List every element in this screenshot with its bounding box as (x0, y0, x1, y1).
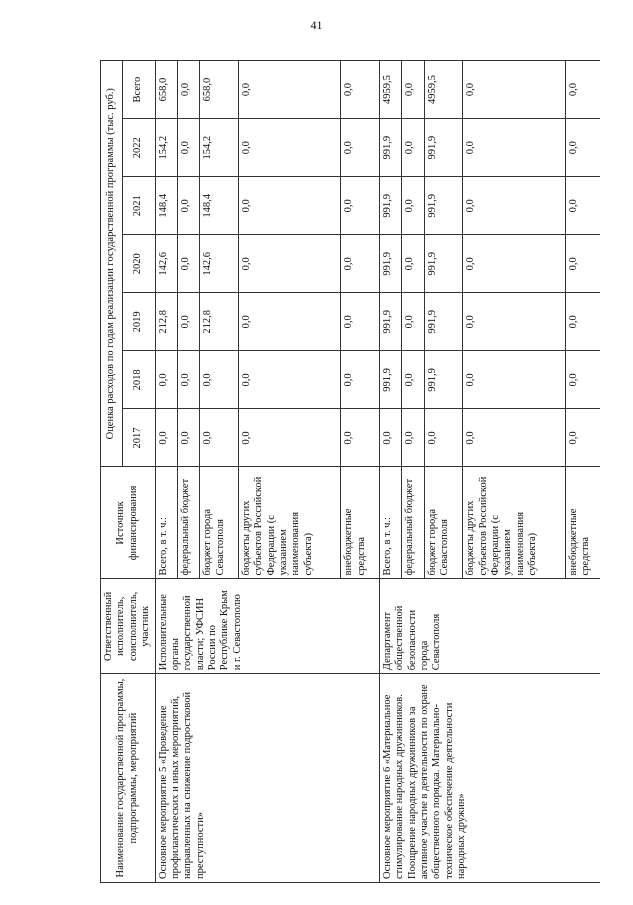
value-cell: 142,6 (155, 235, 177, 293)
value-cell: 991,9 (424, 351, 462, 409)
value-cell: 0,0 (177, 119, 199, 177)
value-cell: 0,0 (565, 293, 600, 351)
value-cell: 212,8 (200, 293, 238, 351)
value-cell: 0,0 (341, 409, 379, 467)
value-cell: 991,9 (424, 293, 462, 351)
total-cell: 0,0 (177, 61, 199, 119)
measure-name: Основное мероприятие 5 «Проведение профилактических и иных мероприятий, направленных на снижение подростковой преступности» (155, 674, 379, 883)
header-year: 2017 (122, 409, 155, 467)
value-cell: 0,0 (177, 351, 199, 409)
header-total: Всего (122, 61, 155, 119)
header-year: 2019 (122, 293, 155, 351)
header-year: 2022 (122, 119, 155, 177)
value-cell: 0,0 (402, 235, 424, 293)
value-cell: 0,0 (238, 351, 340, 409)
value-cell: 0,0 (379, 409, 401, 467)
value-cell: 0,0 (200, 351, 238, 409)
header-source: Источник финансирования (101, 467, 156, 579)
value-cell: 0,0 (565, 409, 600, 467)
value-cell: 0,0 (177, 177, 199, 235)
total-cell: 0,0 (341, 61, 379, 119)
value-cell: 148,4 (155, 177, 177, 235)
value-cell: 0,0 (238, 119, 340, 177)
header-year: 2020 (122, 235, 155, 293)
value-cell: 0,0 (238, 409, 340, 467)
value-cell: 154,2 (155, 119, 177, 177)
table-row (155, 61, 177, 883)
value-cell: 0,0 (238, 293, 340, 351)
value-cell: 0,0 (565, 235, 600, 293)
value-cell: 0,0 (238, 235, 340, 293)
table-row (379, 61, 401, 883)
value-cell: 0,0 (463, 235, 565, 293)
funding-source: внебюджетные средства (341, 467, 379, 579)
value-cell: 0,0 (463, 409, 565, 467)
rotated-table-area (100, 60, 600, 883)
value-cell: 991,9 (379, 119, 401, 177)
expenditure-table (100, 60, 600, 883)
value-cell: 0,0 (177, 235, 199, 293)
total-cell: 658,0 (200, 61, 238, 119)
funding-source: Всего, в т. ч.: (155, 467, 177, 579)
value-cell: 991,9 (379, 235, 401, 293)
value-cell: 0,0 (565, 119, 600, 177)
value-cell: 148,4 (200, 177, 238, 235)
value-cell: 0,0 (238, 177, 340, 235)
value-cell: 991,9 (424, 177, 462, 235)
value-cell: 212,8 (155, 293, 177, 351)
value-cell: 0,0 (177, 409, 199, 467)
value-cell: 0,0 (463, 177, 565, 235)
value-cell: 0,0 (402, 293, 424, 351)
header-year: 2018 (122, 351, 155, 409)
value-cell: 991,9 (379, 351, 401, 409)
value-cell: 0,0 (155, 351, 177, 409)
value-cell: 154,2 (200, 119, 238, 177)
value-cell: 0,0 (341, 293, 379, 351)
total-cell: 0,0 (463, 61, 565, 119)
total-cell: 0,0 (238, 61, 340, 119)
value-cell: 142,6 (200, 235, 238, 293)
value-cell: 991,9 (424, 119, 462, 177)
funding-source: бюджеты других субъектов Российской Федерации (с указанием наименования субъекта) (238, 467, 340, 579)
value-cell: 991,9 (424, 235, 462, 293)
value-cell: 0,0 (565, 351, 600, 409)
header-estimate: Оценка расходов по годам реализации государственной программы (тыс. руб.) (101, 61, 123, 467)
value-cell: 0,0 (424, 409, 462, 467)
header-responsible: Ответственный исполнитель, соисполнитель, участник (101, 579, 156, 674)
total-cell: 0,0 (565, 61, 600, 119)
page-number: 41 (310, 18, 323, 32)
funding-source: Всего, в т. ч.: (379, 467, 401, 579)
value-cell: 0,0 (341, 177, 379, 235)
value-cell: 991,9 (379, 293, 401, 351)
value-cell: 0,0 (155, 409, 177, 467)
value-cell: 0,0 (463, 119, 565, 177)
measure-responsible: Исполнительные органы государственной власти; УФСИН России по Республике Крым и г. Севастополю (155, 579, 379, 674)
total-cell: 4959,5 (379, 61, 401, 119)
funding-source: бюджет города Севастополя (200, 467, 238, 579)
measure-responsible: Департамент общественной безопасности города Севастополя (379, 579, 600, 674)
total-cell: 4959,5 (424, 61, 462, 119)
total-cell: 658,0 (155, 61, 177, 119)
value-cell: 0,0 (463, 351, 565, 409)
funding-source: бюджет города Севастополя (424, 467, 462, 579)
funding-source: внебюджетные средства (565, 467, 600, 579)
funding-source: бюджеты других субъектов Российской Федерации (с указанием наименования субъекта) (463, 467, 565, 579)
funding-source: федеральный бюджет (177, 467, 199, 579)
value-cell: 0,0 (341, 351, 379, 409)
value-cell: 0,0 (200, 409, 238, 467)
value-cell: 0,0 (341, 235, 379, 293)
value-cell: 0,0 (402, 119, 424, 177)
value-cell: 0,0 (177, 293, 199, 351)
header-year: 2021 (122, 177, 155, 235)
value-cell: 0,0 (402, 351, 424, 409)
header-name: Наименование государственной программы, подпрограммы, мероприятий (101, 674, 156, 883)
funding-source: федеральный бюджет (402, 467, 424, 579)
measure-name: Основное мероприятие 6 «Материальное стимулирование народных дружинников. Поощрение народных дружинников за активное участие в деятельности по охране общественного порядка. Материально-техническое обеспечение деятельности народных дружин» (379, 674, 600, 883)
value-cell: 991,9 (379, 177, 401, 235)
total-cell: 0,0 (402, 61, 424, 119)
value-cell: 0,0 (402, 409, 424, 467)
value-cell: 0,0 (565, 177, 600, 235)
value-cell: 0,0 (402, 177, 424, 235)
value-cell: 0,0 (341, 119, 379, 177)
value-cell: 0,0 (463, 293, 565, 351)
